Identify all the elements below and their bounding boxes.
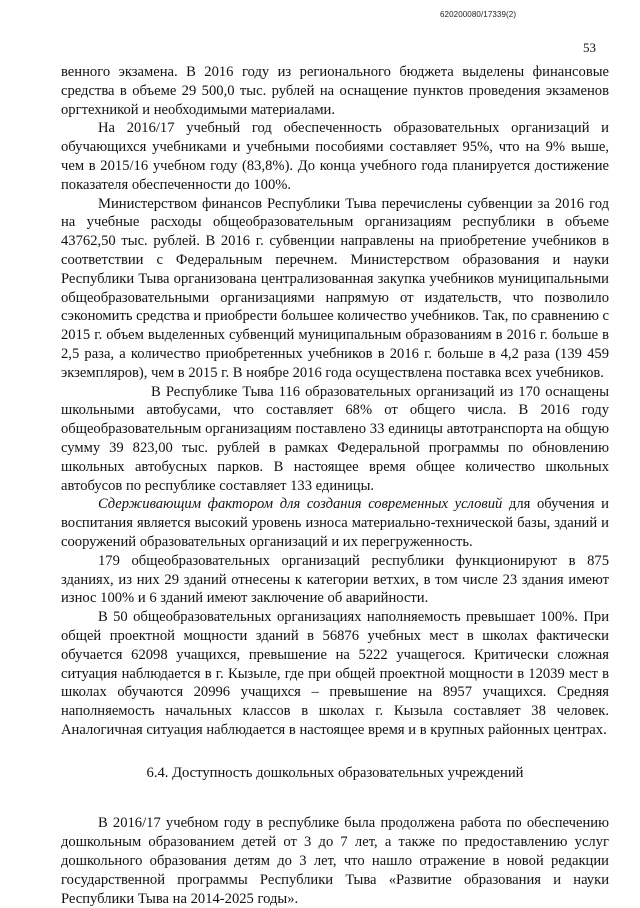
- paragraph-exam-funding: венного экзамена. В 2016 году из регионального бюджета выделены финансовые средства в объеме 29 500,0 тыс. рублей на оснащение пунктов проведения экзаменов оргтехникой и необходимыми материалами.: [61, 64, 609, 118]
- paragraph-constraining-factor-rest: для обучения и воспитания является высокий уровень износа материально-технической базы, зданий и сооружений образовательных организаций и их перегруженность.: [61, 496, 609, 550]
- page-number: 53: [583, 40, 596, 55]
- paragraph-subventions: Министерством финансов Республики Тыва перечислены субвенции за 2016 год на учебные расходы общеобразовательным организациям республики в объеме 43762,50 тыс. рублей. В 2016 г. субвенции направлены на приобретение учебников в соответствии с Федеральным перечнем. Министерством образования и науки Республики Тыва организована централизованная закупка учебников муниципальными общеобразовательными организациями напрямую от издательств, что позволило сэкономить средства и приобрести большее количество учебников. Так, по сравнению с 2015 г. объем выделенных субвенций муниципальным образованиям в 2016 г. больше в 2,5 раза, а количество приобретенных учебников в 2016 г. больше в 4,2 раза (139 459 экземпляров), чем в 2015 г. В ноябре 2016 года осуществлена поставка всех учебников.: [61, 195, 609, 381]
- paragraph-textbook-provision: На 2016/17 учебный год обеспеченность образовательных организаций и обучающихся учебниками и учебными пособиями составляет 95%, что на 9% выше, чем в 2015/16 учебном году (83,8%). До конца учебного года планируется достижение показателя обеспеченности до 100%.: [61, 120, 609, 193]
- paragraph-overcrowding: В 50 общеобразовательных организациях наполняемость превышает 100%. При общей проектной мощности зданий в 56876 учебных мест в школах фактически обучается 62098 учащихся, превышение на 5222 учащегося. Критически сложная ситуация наблюдается в г. Кызыле, где при общей проектной мощности в 12039 мест в школах обучаются 20996 учащихся – превышение на 8957 учащихся. Средняя наполняемость начальных классов в школах г. Кызыла составляет 38 человек. Аналогичная ситуация наблюдается в настоящее время и в крупных районных центрах.: [61, 609, 609, 738]
- paragraph-school-buses: В Республике Тыва 116 образовательных организаций из 170 оснащены школьными автобусами, что составляет 68% от общего числа. В 2016 году общеобразовательным организациям поставлено 33 единицы автотранспорта на общую сумму 39 823,00 тыс. рублей в рамках Федеральной программы по обновлению школьных автобусных парков. В настоящее время общее количество школьных автобусов по республике составляет 133 единицы.: [61, 383, 609, 494]
- document-body: [61, 63, 609, 908]
- paragraph-buildings: 179 общеобразовательных организаций республики функционируют в 875 зданиях, из них 29 зданий отнесены к категории ветхих, в том числе 23 здания имеют износ 100% и 6 зданий имеют заключение об аварийности.: [61, 552, 609, 607]
- emphasized-phrase: Сдерживающим фактором для создания современных условий: [98, 496, 503, 513]
- paragraph-constraining-factor: [61, 495, 609, 551]
- paragraph-preschool: В 2016/17 учебном году в республике была продолжена работа по обеспечению дошкольным образованием детей от 3 до 7 лет, а также по предоставлению услуг дошкольного образования детям до 3 лет, что нашло отражение в новой редакции государственной программы Республики Тыва «Развитие образования и науки Республики Тыва на 2014-2025 годы».: [61, 815, 609, 907]
- document-id: 620200080/17339(2): [440, 10, 517, 19]
- section-heading: 6.4. Доступность дошкольных образовательных учреждений: [146, 764, 524, 781]
